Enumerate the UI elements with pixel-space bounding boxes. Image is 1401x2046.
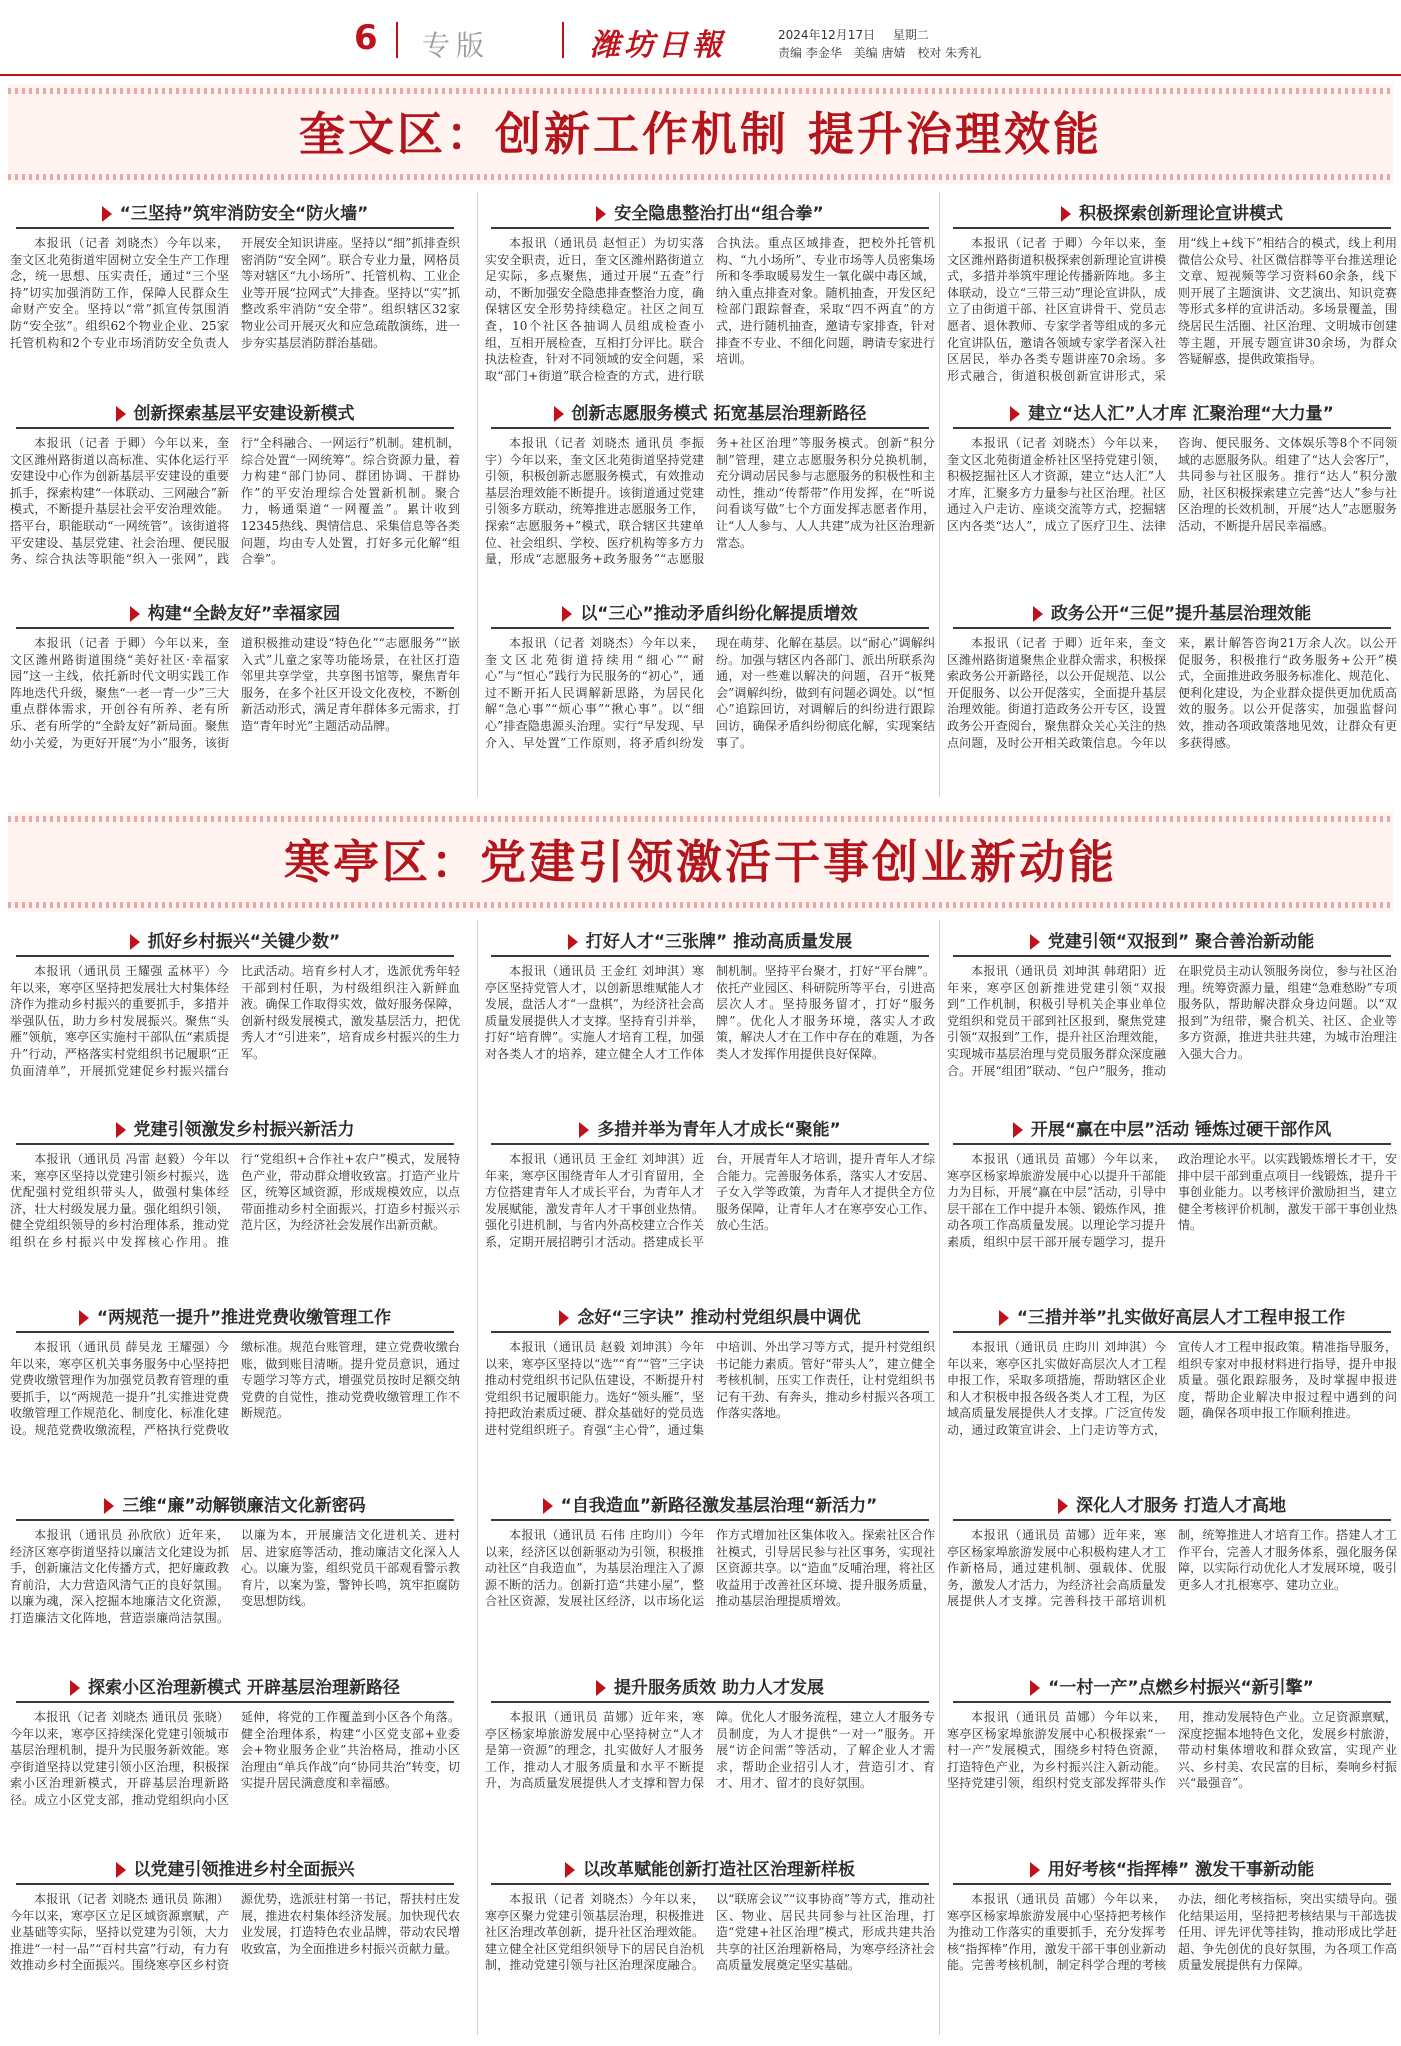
section-banner-hanting (8, 812, 1393, 912)
headline-text: 用好考核“指挥棒” 激发干事新动能 (1047, 1860, 1315, 1880)
article (485, 196, 935, 386)
headline-text: 三维“廉”动解锁廉洁文化新密码 (122, 1496, 366, 1516)
article-body: 本报讯（记者 于卿）今年以来，奎文区潍州路街道以高标准、实体化运行平安建设中心作为创新基层平安建设的重要抓手，探索构建“一体联动、三网融合”新模式，不断提升基层社会平安治理效能。搭平台，职能联动“一网统管”。该街道将平安建设、基层党建、社会治理、便民服务、综合执法等职能“织入一张网”，践行“全科融合、一网运行”机制。建机制，综合处置“一网统筹”。综合资源力量，着力构建“部门协同、群团协调、干群协作”的平安治理综合处置新机制。聚合力，畅通渠道“一网覆盖”。累计收到12345热线、舆情信息、采集信息等各类问题，均由专人处置，打好多元化解“组合拳”。 (10, 436, 460, 567)
headline-text: 探索小区治理新模式 开辟基层治理新路径 (88, 1678, 400, 1698)
headline-marker-icon (116, 406, 126, 422)
headline-text: 创新志愿服务模式 拓宽基层治理新路径 (571, 404, 867, 424)
headline-text: 安全隐患整治打出“组合拳” (614, 204, 824, 224)
article-headline (16, 1670, 454, 1703)
section-title: 奎文区：创新工作机制 提升治理效能 (298, 107, 1102, 161)
article-body: 本报讯（通讯员 苗娜）今年以来，寒亭区杨家埠旅游发展中心以提升干部能力为目标，开展“赢在中层”活动，引导中层干部在工作中提升本领、锻炼作风，推动各项工作高质量发展。以理论学习提升素质，组织中层干部开展专题学习，提升政治理论水平。以实践锻炼增长才干，安排中层干部到重点项目一线锻炼，提升干事创业能力。以考核评价激励担当，建立健全考核评价机制，激发干部干事创业热情。 (947, 1152, 1397, 1249)
headline-text: “三措并举”扎实做好高层人才工程申报工作 (1016, 1308, 1346, 1328)
article-body: 本报讯（通讯员 王金红 刘坤淇）近年来，寒亭区围绕青年人才引育留用，全方位搭建青年人才成长平台，为青年人才发展赋能，激发青年人才干事创业热情。强化引进机制，与省内外高校建立合作关系，定期开展招聘引才活动。搭建成长平台，开展青年人才培训，提升青年人才综合能力。完善服务体系，落实人才安居、子女入学等政策，为青年人才提供全方位服务保障，让青年人才在寒亭安心工作、放心生活。 (485, 1152, 935, 1249)
masthead-rule (0, 74, 1401, 76)
article (485, 596, 935, 791)
article-headline (16, 1488, 454, 1521)
article (947, 196, 1397, 386)
headline-text: 创新探索基层平安建设新模式 (133, 404, 355, 424)
article (485, 1670, 935, 1850)
headline-marker-icon (1030, 1862, 1040, 1878)
article-headline (491, 196, 929, 229)
article-body: 本报讯（通讯员 苗娜）今年以来，寒亭区杨家埠旅游发展中心积极探索“一村一产”发展模式，围绕乡村特色资源，打造特色产业，为乡村振兴注入新动能。坚持党建引领，组织村党支部发挥带头作用，推动发展特色产业。立足资源禀赋，深度挖掘本地特色文化，发展乡村旅游，带动村集体增收和群众致富，实现产业兴、乡村美、农民富的目标，奏响乡村振兴“最强音”。 (947, 1710, 1397, 1791)
article (10, 1112, 460, 1298)
headline-text: 深化人才服务 打造人才高地 (1076, 1496, 1286, 1516)
article-headline (16, 1112, 454, 1145)
staff-credits (778, 44, 989, 61)
article-body: 本报讯（记者 刘晓杰 通讯员 张晓）今年以来，寒亭区持续深化党建引领城市基层治理机制，提升为民服务新效能。寒亭街道坚持以党建引领小区治理，积极探索小区治理新模式，开辟基层治理新路径。成立小区党支部，推动党组织向小区延伸，将党的工作覆盖到小区各个角落。健全治理体系，构建“小区党支部+业委会+物业服务企业”共治格局，推动小区治理由“单兵作战”向“协同共治”转变，切实提升居民满意度和幸福感。 (10, 1710, 460, 1807)
article-body: 本报讯（通讯员 王耀强 孟林平）今年以来，寒亭区坚持把发展壮大村集体经济作为推动乡村振兴的重要抓手，多措并举强队伍，助力乡村发展振兴。聚焦“头雁”领航，寒亭区实施村干部队伍“素质提升”行动，严格落实村党组织书记履职“正负面清单”，开展抓党建促乡村振兴擂台比武活动。培育乡村人才，选派优秀年轻干部到村任职，为村级组织注入新鲜血液。确保工作取得实效，做好服务保障，创新村级发展模式，激发基层活力，把优秀人才“引进来”，培育成乡村振兴的生力军。 (10, 964, 460, 1078)
article-headline (953, 1112, 1391, 1145)
article-headline (491, 1670, 929, 1703)
banner-dots (8, 174, 1393, 180)
headline-text: 以“三心”推动矛盾纠纷化解提质增效 (580, 604, 858, 624)
headline-marker-icon (130, 934, 140, 950)
article-headline (953, 396, 1391, 429)
headline-marker-icon (1013, 1122, 1023, 1138)
article-body: 本报讯（通讯员 冯雷 赵毅）今年以来，寒亭区坚持以党建引领乡村振兴，选优配强村党组织带头人，做强村集体经济，壮大村级发展力量。强化组织引领，健全党组织领导的乡村治理体系，推动党组织在乡村振兴中发挥核心作用。推行“党组织+合作社+农户”模式，发展特色产业，带动群众增收致富。打造产业片区，统筹区域资源，形成规模效应，以点带面推动乡村全面振兴，打造乡村振兴示范片区，为经济社会发展作出新贡献。 (10, 1152, 460, 1249)
issue-date (778, 26, 943, 43)
column-rule (477, 920, 478, 2035)
divider (396, 22, 398, 58)
article-body: 本报讯（记者 刘晓杰）今年以来，奎文区北苑街道持续用“细心”“耐心”与“恒心”践行为民服务的“初心”，通过不断开拓人民调解新思路，为居民化解“急心事”“烦心事”“揪心事”。以“细心”排查隐患源头治理。实行“早发现、早介入、早处置”工作原则，将矛盾纠纷发现在萌芽、化解在基层。以“耐心”调解纠纷。加强与辖区内各部门、派出所联系沟通，对一些难以解决的问题，召开“板凳会”调解纠纷，做到有问题必调处。以“恒心”追踪回访，对调解后的纠纷进行跟踪回访，确保矛盾纠纷彻底化解，实现案结事了。 (485, 636, 935, 750)
staff-proofreader: 校对 朱秀礼 (917, 46, 982, 60)
article-body: 本报讯（记者 于卿）今年以来，奎文区潍州路街道围绕“美好社区·幸福家园”这一主线，依托新时代文明实践工作阵地迭代升级，聚焦“一老一青一少”三大重点群体需求，开创谷有所养、老有所乐、老有所学的“全龄友好”新局面。聚焦幼小关爱，为更好开展“为小”服务，该街道积极推动建设“特色化”“志愿服务”“嵌入式”儿童之家等功能场景，在社区打造邻里共享学堂，共享图书馆等，聚焦青年服务，在多个社区开设文化夜校，不断创新活动形式，满足青年群体多元需求，打造“青年时光”主题活动品牌。 (10, 636, 460, 750)
date-text: 2024年12月17日 (778, 28, 876, 42)
article (947, 396, 1397, 586)
article (947, 1300, 1397, 1486)
headline-marker-icon (102, 206, 112, 222)
headline-text: 抓好乡村振兴“关键少数” (147, 932, 341, 952)
headline-marker-icon (596, 1680, 606, 1696)
article (947, 1488, 1397, 1668)
article (947, 1670, 1397, 1850)
headline-marker-icon (116, 1862, 126, 1878)
headline-text: “两规范一提升”推进党费收缴管理工作 (96, 1308, 392, 1328)
article (10, 396, 460, 586)
headline-marker-icon (568, 934, 578, 950)
article-headline (16, 1300, 454, 1333)
headline-text: 念好“三字诀” 推动村党组织晨中调优 (577, 1308, 861, 1328)
headline-text: “一村一产”点燃乡村振兴“新引擎” (1048, 1678, 1314, 1698)
article-headline (953, 1300, 1391, 1333)
staff-editor: 责编 李金华 (778, 46, 842, 60)
headline-marker-icon (1030, 1680, 1040, 1696)
article-body: 本报讯（通讯员 石伟 庄昀川）今年以来，经济区以创新驱动为引领，积极推动社区“自我造血”，为基层治理注入了源源不断的活力。创新打造“共建小屋”，整合社区资源，发展社区经济，以市场化运作方式增加社区集体收入。探索社区合作社模式，引导居民参与社区事务，实现社区资源共享。以“造血”反哺治理，将社区收益用于改善社区环境、提升服务质量，推动基层治理提质增效。 (485, 1528, 935, 1609)
article-body: 本报讯（通讯员 赵恒正）为切实落实安全职责，近日，奎文区潍州路街道立足实际，多点聚焦，通过开展“五查”行动，不断加强安全隐患排查整治力度，确保辖区安全形势持续稳定。社区之间互查，10个社区各抽调人员组成检查小组，互相开展检查，互相打分评比。联合执法检查，针对不同领域的安全问题，采取“部门+街道”联合检查的方式，进行联合执法。重点区域排查，把校外托管机构、“九小场所”、专业市场等人员密集场所和冬季取暖易发生一氧化碳中毒区域，纳入重点排查对象。随机抽查，开发区纪检部门跟踪督查，采取“四不两直”的方式，进行随机抽查，邀请专家排查，针对排查不专业、不细化问题，聘请专家进行培训。 (485, 236, 935, 383)
article (485, 396, 935, 586)
article-headline (491, 396, 929, 429)
article (10, 596, 460, 791)
article-body: 本报讯（通讯员 王金红 刘坤淇）寒亭区坚持党管人才，以创新思维赋能人才发展，盘活人才“一盘棋”，为经济社会高质量发展提供人才支撑。坚持育引并举，打好“培育牌”。实施人才培育工程，加强对各类人才的培养，建立健全人才工作体制机制。坚持平台聚才，打好“平台牌”。依托产业园区、科研院所等平台，引进高层次人才。坚持服务留才，打好“服务牌”。优化人才服务环境，落实人才政策，解决人才在工作中存在的难题，为各类人才发挥作用提供良好保障。 (485, 964, 935, 1061)
headline-text: 提升服务质效 助力人才发展 (614, 1678, 824, 1698)
banner-dots (8, 88, 1393, 94)
article-headline (953, 1488, 1391, 1521)
banner-dots (8, 816, 1393, 822)
section-banner-kuiwen (8, 84, 1393, 184)
article-body: 本报讯（记者 刘晓杰）今年以来，奎文区北苑街道牢固树立安全生产工作理念，统一思想、压实责任，通过“三个坚持”切实加强消防工作，保障人民群众生命财产安全。坚持以“常”抓宣传氛围消防“安全弦”。组织62个物业企业、25家托管机构和2个专业市场消防安全负责人开展安全知识讲座。坚持以“细”抓排查织密消防“安全网”。联合专业力量，网格员等对辖区“九小场所”、托管机构、工业企业等开展“拉网式”大排查。坚持以“实”抓整改系牢消防“安全带”。组织辖区32家物业公司开展灭火和应急疏散演练，进一步夯实基层消防群治基础。 (10, 236, 460, 350)
article-body: 本报讯（通讯员 刘坤淇 韩珺阳）近年来，寒亭区创新推进党建引领“双报到”工作机制，积极引导机关企事业单位党组织和党员干部到社区报到，聚焦党建引领“双报到”工作，提升社区治理效能，实现城市基层治理与党员服务群众深度融合。开展“组团”联动、“包户”服务，推动在职党员主动认领服务岗位，参与社区治理。统筹资源力量，组建“急难愁盼”专项服务队，帮助解决群众身边问题。以“双报到”为纽带，聚合机关、社区、企业等多方资源，推进共驻共建，为城市治理注入强大合力。 (947, 964, 1397, 1078)
headline-marker-icon (543, 1498, 553, 1514)
article-body: 本报讯（记者 刘晓杰）今年以来，寒亭区聚力党建引领基层治理，积极推进社区治理改革创新，提升社区治理效能。建立健全社区党组织领导下的居民自治机制，推动党建引领与社区治理深度融合。以“联席会议”“议事协商”等方式，推动社区、物业、居民共同参与社区治理，打造“党建+社区治理”模式，形成共建共治共享的社区治理新格局，为寒亭经济社会高质量发展奠定坚实基础。 (485, 1892, 935, 1973)
headline-text: 多措并举为青年人才成长“聚能” (597, 1120, 841, 1140)
headline-marker-icon (1030, 934, 1040, 950)
column-rule (477, 192, 478, 797)
banner-dots (8, 902, 1393, 908)
article (10, 1852, 460, 2035)
article-headline (16, 196, 454, 229)
article (10, 1300, 460, 1486)
article (10, 1488, 460, 1668)
article-body: 本报讯（通讯员 苗娜）近年来，寒亭区杨家埠旅游发展中心坚持树立“人才是第一资源”的理念，扎实做好人才服务工作，推动人才服务质量和水平不断提升，为高质量发展提供人才支撑和智力保障。优化人才服务流程，建立人才服务专员制度，为人才提供“一对一”服务。开展“访企问需”等活动，了解企业人才需求，帮助企业招引人才，营造引才、育才、用才、留才的良好氛围。 (485, 1710, 935, 1791)
headline-marker-icon (596, 206, 606, 222)
article (10, 1670, 460, 1850)
article (947, 1852, 1397, 2035)
article-body: 本报讯（记者 刘晓杰 通讯员 陈湘）今年以来，寒亭区立足区域资源禀赋，产业基础等实际，坚持以党建为引领，大力推进“一村一品”“百村共富”行动，有力有效推动乡村全面振兴。围绕寒亭区乡村资源优势，选派驻村第一书记，帮扶村庄发展，推进农村集体经济发展。加快现代农业发展，打造特色农业品牌，带动农民增收致富，为全面推进乡村振兴贡献力量。 (10, 1892, 460, 1973)
headline-marker-icon (1061, 206, 1071, 222)
article-headline (953, 1852, 1391, 1885)
article-body: 本报讯（通讯员 薛昊龙 王耀强）今年以来，寒亭区机关事务服务中心坚持把党费收缴管理作为加强党员教育管理的重要抓手，以“两规范一提升”扎实推进党费收缴管理工作规范化、制度化、标准化建设。规范党费收缴流程，严格执行党费收缴标准。规范台账管理，建立党费收缴台账，做到账目清晰。提升党员意识，通过专题学习等方式，增强党员按时足额交纳党费的自觉性，推动党费收缴管理工作不断规范。 (10, 1340, 460, 1437)
article (10, 924, 460, 1110)
article-headline (953, 1670, 1391, 1703)
headline-marker-icon (565, 1862, 575, 1878)
article-headline (953, 924, 1391, 957)
headline-text: 政务公开“三促”提升基层治理效能 (1050, 604, 1312, 624)
article-headline (16, 596, 454, 629)
article-body: 本报讯（通讯员 苗娜）今年以来，寒亭区杨家埠旅游发展中心坚持把考核作为推动工作落实的重要抓手，充分发挥考核“指挥棒”作用，激发干部干事创业新动能。完善考核机制，制定科学合理的考核办法，细化考核指标，突出实绩导向。强化结果运用，坚持把考核结果与干部选拔任用、评先评优等挂钩，推动形成比学赶超、争先创优的良好氛围，为各项工作高质量发展提供有力保障。 (947, 1892, 1397, 1973)
article-body: 本报讯（记者 于卿）近年来，奎文区潍州路街道聚焦企业群众需求，积极探索政务公开新路径，以公开促规范、以公开促服务、以公开促落实，全面提升基层治理效能。街道打造政务公开专区，设置政务公开查阅台，聚焦群众关心关注的热点问题，及时公开相关政策信息。今年以来，累计解答咨询21万余人次。以公开促服务，积极推行“政务服务+公开”模式，全面推进政务服务标准化、规范化、便利化建设，为企业群众提供更加优质高效的服务。以公开促落实，加强监督问效，推动各项政策落地见效，让群众有更多获得感。 (947, 636, 1397, 750)
headline-marker-icon (559, 1310, 569, 1326)
article-headline (491, 596, 929, 629)
article (947, 596, 1397, 791)
article-headline (491, 1852, 929, 1885)
article (485, 1852, 935, 2035)
article (485, 924, 935, 1110)
article-body: 本报讯（通讯员 孙欣欣）近年来，经济区寒亭街道坚持以廉洁文化建设为抓手，创新廉洁文化传播方式，把好廉政教育前沿，大力营造风清气正的良好氛围。以廉为魂，深入挖掘本地廉洁文化资源，打造廉洁文化阵地，营造崇廉尚洁氛围。以廉为本，开展廉洁文化进机关、进村居、进家庭等活动，推动廉洁文化深入人心。以廉为鉴，组织党员干部观看警示教育片，以案为鉴，警钟长鸣，筑牢拒腐防变思想防线。 (10, 1528, 460, 1625)
headline-text: “三坚持”筑牢消防安全“防火墙” (119, 204, 369, 224)
article-headline (16, 1852, 454, 1885)
section-label: 专版 (422, 29, 491, 62)
column-rule (939, 920, 940, 2035)
headline-marker-icon (562, 606, 572, 622)
headline-text: “自我造血”新路径激发基层治理“新活力” (560, 1496, 878, 1516)
headline-text: 开展“赢在中层”活动 锤炼过硬干部作风 (1030, 1120, 1332, 1140)
section-title: 寒亭区：党建引领激活干事创业新动能 (284, 835, 1117, 889)
headline-marker-icon (554, 406, 564, 422)
headline-marker-icon (1010, 406, 1020, 422)
headline-marker-icon (116, 1122, 126, 1138)
headline-text: 积极探索创新理论宣讲模式 (1079, 204, 1283, 224)
headline-text: 构建“全龄友好”幸福家园 (147, 604, 341, 624)
headline-marker-icon (1058, 1498, 1068, 1514)
article-body: 本报讯（记者 于卿）今年以来，奎文区潍州路街道积极探索创新理论宣讲模式，多措并举筑牢理论传播新阵地。多主体联动，设立“三带三动”理论宣讲队，成立了由街道干部、社区宣讲骨干、党员志愿者、退休教师、专家学者等组成的多元化宣讲队伍，邀请各领域专家学者深入社区居民，举办各类专题讲座70余场。多形式融合，街道积极创新宣讲形式，采用“线上+线下”相结合的模式，线上利用微信公众号、社区微信群等平台推送理论文章、短视频等学习资料60余条，线下则开展了主题演讲、文艺演出、知识竞赛等形式多样的宣讲活动。多场景覆盖，围绕居民生活圈、社区治理、文明城市创建等主题，开展专题宣讲30余场，为群众答疑解惑，提供政策指导。 (947, 236, 1397, 383)
article-headline (953, 596, 1391, 629)
article-body: 本报讯（通讯员 赵毅 刘坤淇）今年以来，寒亭区坚持以“选”“育”“管”三字诀推动村党组织书记队伍建设，不断提升村党组织书记履职能力。选好“领头雁”，坚持把政治素质过硬、群众基础好的党员选进村党组织班子。育强“主心骨”，通过集中培训、外出学习等方式，提升村党组织书记能力素质。管好“带头人”，建立健全考核机制，压实工作责任，让村党组织书记有干劲、有奔头，推动乡村振兴各项工作落实落地。 (485, 1340, 935, 1437)
article-headline (491, 924, 929, 957)
headline-marker-icon (104, 1498, 114, 1514)
headline-marker-icon (79, 1310, 89, 1326)
article-body: 本报讯（记者 刘晓杰 通讯员 李振宇）今年以来，奎文区北苑街道坚持党建引领，积极创新志愿服务模式，有效推动基层治理效能不断提升。该街道通过党建引领多方联动，统筹推进志愿服务工作，探索“志愿服务+”模式，联合辖区共建单位、社会组织、学校、医疗机构等多方力量，形成“志愿服务+政务服务”“志愿服务+社区治理”等服务模式。创新“积分制”管理，建立志愿服务积分兑换机制，充分调动居民参与志愿服务的积极性和主动性，推动“传帮带”作用发挥，在“听说问看谈写做”七个方面发挥志愿者作用，让“人人参与、人人共建”成为社区治理新常态。 (485, 436, 935, 567)
headline-marker-icon (579, 1122, 589, 1138)
article (485, 1488, 935, 1668)
article-headline (953, 196, 1391, 229)
article-headline (491, 1112, 929, 1145)
article (947, 924, 1397, 1110)
masthead (0, 0, 1401, 66)
column-rule (939, 192, 940, 797)
divider (562, 22, 564, 58)
article (485, 1112, 935, 1298)
headline-text: 以改革赋能创新打造社区治理新样板 (583, 1860, 855, 1880)
newspaper-logo: 潍坊日報 (590, 28, 726, 63)
headline-marker-icon (999, 1310, 1009, 1326)
headline-text: 以党建引领推进乡村全面振兴 (133, 1860, 355, 1880)
headline-text: 党建引领激发乡村振兴新活力 (133, 1120, 355, 1140)
article-headline (491, 1488, 929, 1521)
weekday-text: 星期二 (892, 28, 929, 42)
article-headline (16, 924, 454, 957)
headline-text: 党建引领“双报到” 聚合善治新动能 (1047, 932, 1315, 952)
headline-marker-icon (130, 606, 140, 622)
article (485, 1300, 935, 1486)
headline-marker-icon (70, 1680, 80, 1696)
article-body: 本报讯（通讯员 庄昀川 刘坤淇）今年以来，寒亭区扎实做好高层次人才工程申报工作，采取多项措施，帮助辖区企业和人才积极申报各级各类人才工程，为区域高质量发展提供人才支撑。广泛宣传发动，通过政策宣讲会、上门走访等方式，宣传人才工程申报政策。精准指导服务，组织专家对申报材料进行指导，提升申报质量。强化跟踪服务，及时掌握申报进度，帮助企业解决申报过程中遇到的问题，确保各项申报工作顺利推进。 (947, 1340, 1397, 1437)
page-number: 6 (354, 18, 378, 58)
article (947, 1112, 1397, 1298)
article-body: 本报讯（记者 刘晓杰）今年以来，奎文区北苑街道金桥社区坚持党建引领，积极挖掘社区人才资源，建立“达人汇”人才库，汇聚多方力量参与社区治理。社区通过入户走访、座谈交流等方式，挖掘辖区内各类“达人”，成立了医疗卫生、法律咨询、便民服务、文体娱乐等8个不同领域的志愿服务队。组建了“达人会客厅”，共同参与社区服务。推行“达人”积分激励，社区积极探索建立完善“达人”参与社区治理的长效机制，开展“达人”志愿服务活动，不断提升居民幸福感。 (947, 436, 1397, 533)
article (10, 196, 460, 386)
article-body: 本报讯（通讯员 苗娜）近年来，寒亭区杨家埠旅游发展中心积极构建人才工作新格局，通过建机制、强载体、优服务，激发人才活力，为经济社会高质量发展提供人才支撑。完善科技干部培训机制，统筹推进人才培育工作。搭建人才工作平台，完善人才服务体系，强化服务保障，以实际行动优化人才发展环境，吸引更多人才扎根寒亭、建功立业。 (947, 1528, 1397, 1609)
headline-marker-icon (1033, 606, 1043, 622)
article-headline (491, 1300, 929, 1333)
headline-text: 打好人才“三张牌” 推动高质量发展 (585, 932, 853, 952)
article-headline (16, 396, 454, 429)
staff-designer: 美编 唐婧 (853, 46, 906, 60)
headline-text: 建立“达人汇”人才库 汇聚治理“大力量” (1028, 404, 1334, 424)
